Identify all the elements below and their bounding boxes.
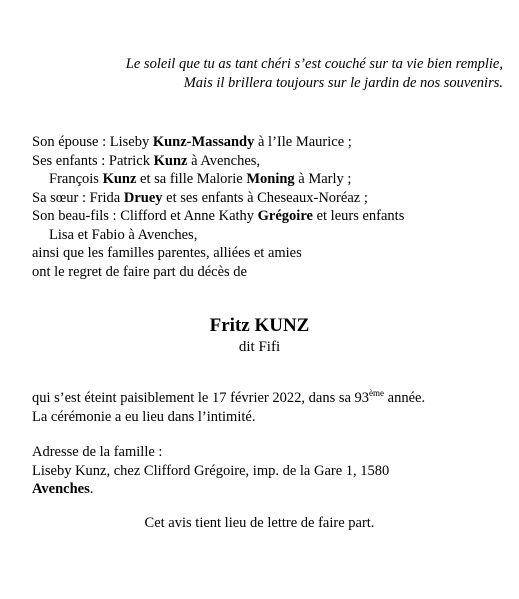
relatives-line: ainsi que les familles parentes, alliées et amies [32,245,302,261]
death-date-suffix: année. [384,390,426,406]
francois-suffix: à Marly ; [294,171,352,187]
stepson-prefix: Son beau-fils : Clifford et Anne Kathy [32,208,258,224]
deceased-block [0,314,519,356]
deceased-nickname: dit Fifi [238,339,281,355]
epigraph-line-2: Mais il brillera toujours sur le jardin de nos souvenirs. [183,75,503,91]
children-prefix: Ses enfants : Patrick [32,152,154,169]
francois-line [32,170,404,189]
death-date-line [32,389,425,408]
spouse-suffix: à l’Ile Maurice ; [254,134,352,150]
death-details [32,389,425,427]
stepson-suffix: et leurs enfants [312,208,405,224]
epigraph [126,55,503,93]
sister-line [32,189,404,208]
stepson-name: Grégoire [257,208,313,224]
francois-prefix: François [49,171,103,187]
sister-prefix: Sa sœur : Frida [32,189,124,206]
address-label: Adresse de la famille : [32,444,163,460]
death-date-prefix: qui s’est éteint paisiblement le 17 février 2022, dans sa 93 [32,390,370,406]
ordinal-superscript: ème [369,388,385,398]
spouse-line [32,133,404,152]
address-city-line [32,480,389,499]
address-city-suffix: . [89,481,94,497]
malorie-name: Moning [246,171,295,187]
family-address [32,443,389,499]
sister-name: Druey [123,189,163,206]
address-city: Avenches [32,481,90,497]
epigraph-line-1: Le soleil que tu as tant chéri s’est couché sur ta vie bien remplie, [125,56,503,72]
family-list [32,133,404,281]
grandchildren-line: Lisa et Fabio à Avenches, [49,226,198,243]
sister-suffix: et ses enfants à Cheseaux-Noréaz ; [162,189,368,206]
regret-line: ont le regret de faire part du décès de [32,263,247,280]
ceremony-line: La cérémonie a eu lieu dans l’intimité. [32,409,256,425]
deceased-name: Fritz KUNZ [209,315,310,336]
francois-middle: et sa fille Malorie [136,171,247,187]
children-name: Kunz [153,152,188,169]
children-suffix: à Avenches, [187,152,261,169]
francois-name: Kunz [102,171,137,187]
spouse-prefix: Son épouse : Liseby [32,134,153,150]
children-line [32,152,404,171]
address-line: Liseby Kunz, chez Clifford Grégoire, imp. de la Gare 1, 1580 [32,462,390,479]
stepson-line [32,207,404,226]
spouse-name: Kunz-Massandy [152,134,255,150]
closing-note: Cet avis tient lieu de lettre de faire part. [144,515,375,531]
